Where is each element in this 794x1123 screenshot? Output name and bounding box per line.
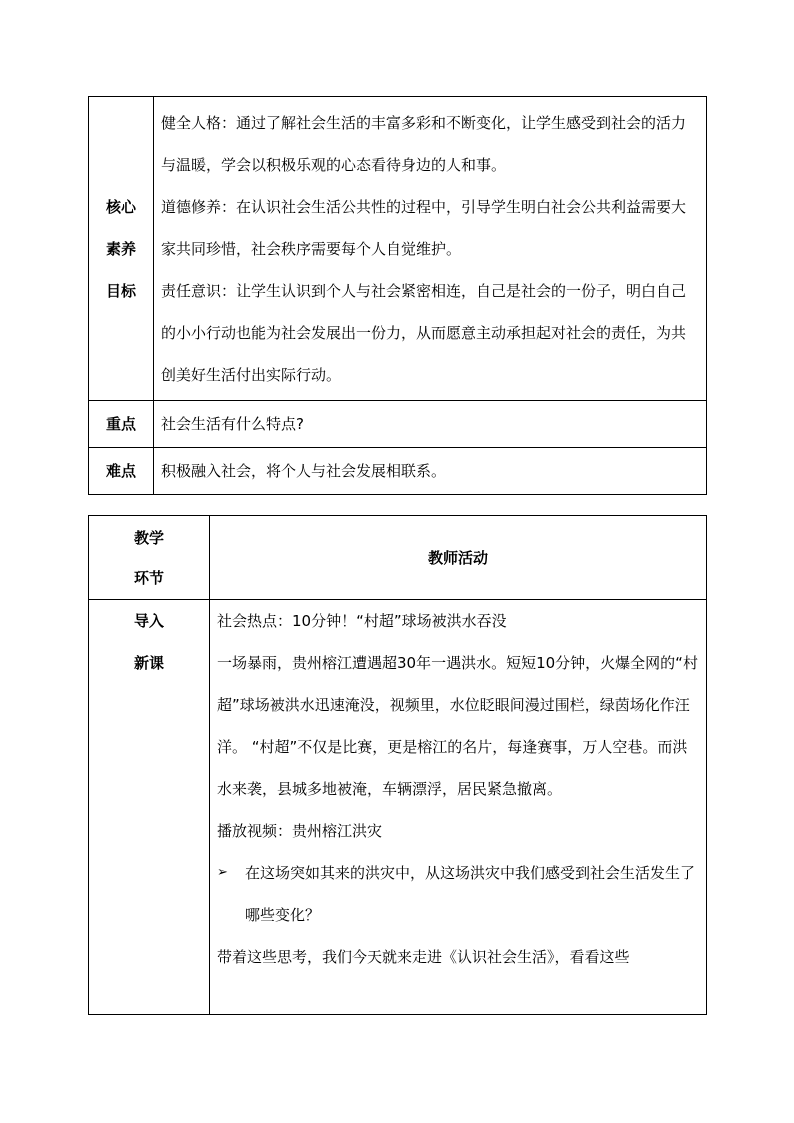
intro-stage-label: [89, 600, 210, 1015]
personality-goal: 健全人格：通过了解社会生活的丰富多彩和不断变化，让学生感受到社会的活力与温暖，学会以积极乐观的心态看待身边的人和事。: [161, 113, 687, 174]
header-row: [89, 516, 707, 600]
video-note: 播放视频：贵州榕江洪灾: [217, 822, 383, 840]
teaching-process-table: [88, 515, 707, 1015]
key-point-label: 重点: [89, 401, 154, 448]
moral-goal: 道德修养：在认识社会生活公共性的过程中，引导学生明白社会公共利益需要大家共同珍惜，社会秩序需要每个人自觉维护。: [161, 197, 687, 258]
closing-text: 带着这些思考，我们今天就来走进《认识社会生活》，看看这些: [217, 948, 630, 966]
arrow-bullet-icon: ➢: [217, 865, 228, 880]
hot-topic: 社会热点：10分钟！“村超”球场被洪水吞没: [217, 612, 507, 630]
activity-header: 教师活动: [210, 516, 707, 600]
core-label-line: 素养: [105, 239, 136, 258]
stage-header-line: 教学: [133, 528, 164, 547]
difficult-point-text: 积极融入社会，将个人与社会发展相联系。: [154, 448, 707, 495]
core-goals-row: [89, 97, 707, 401]
stage-label-line: 新课: [133, 654, 164, 672]
stage-header: [89, 516, 210, 600]
question-bullet: [217, 852, 698, 936]
key-point-text: 社会生活有什么特点?: [154, 401, 707, 448]
core-goals-label: [89, 97, 154, 401]
core-label-line: 目标: [105, 281, 136, 300]
difficult-point-label: 难点: [89, 448, 154, 495]
core-goals-content: [154, 97, 707, 401]
stage-header-line: 环节: [133, 568, 164, 587]
question-text: 在这场突如其来的洪灾中，从这场洪灾中我们感受到社会生活发生了哪些变化？: [245, 864, 696, 924]
flood-story: 一场暴雨，贵州榕江遭遇超30年一遇洪水。短短10分钟，火爆全网的“村超”球场被洪水迅速淹没，视频里，水位眨眼间漫过围栏，绿茵场化作汪洋。 “村超”不仅是比赛，更是榕江的名片，每逢赛事，万人空巷。而洪水来袭，县城多地被淹，车辆漂浮，居民紧急撤离。: [217, 654, 698, 798]
intro-row: [89, 600, 707, 1015]
core-goals-table: [88, 96, 707, 495]
difficult-point-row: [89, 448, 707, 495]
key-point-row: [89, 401, 707, 448]
stage-label-line: 导入: [133, 612, 164, 630]
responsibility-goal: 责任意识：让学生认识到个人与社会紧密相连，自己是社会的一份子，明白自己的小小行动也能为社会发展出一份力，从而愿意主动承担起对社会的责任，为共创美好生活付出实际行动。: [161, 281, 687, 384]
intro-activity: [210, 600, 707, 1015]
core-label-line: 核心: [105, 197, 136, 216]
